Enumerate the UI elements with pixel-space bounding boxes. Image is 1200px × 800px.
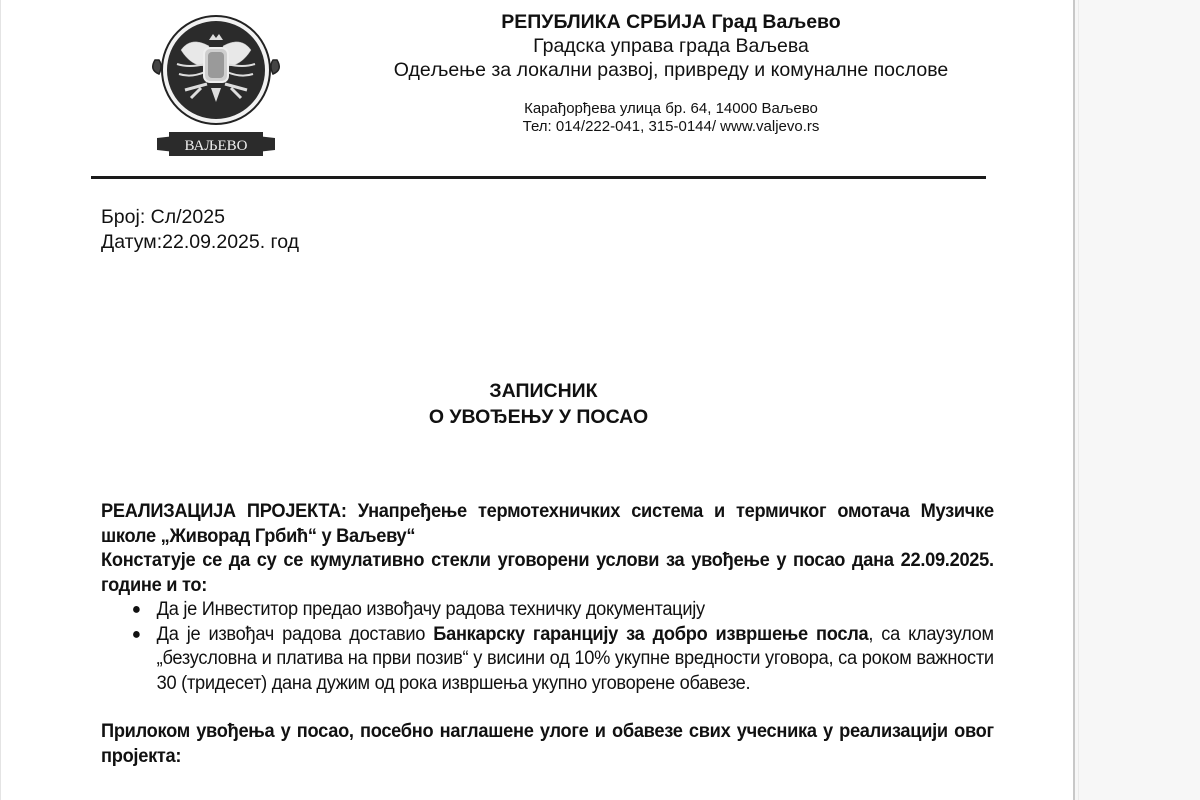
svg-text:ВАЉЕВО: ВАЉЕВО (184, 138, 248, 154)
list-item: ● Да је извођач радова доставио Банкарску гаранцију за добро извршење посла, са клаузулом „безусловна и платива на први позив“ у висини од 10% укупне вредности уговора, са роком важности 30 (тридесет) дана дужим од рока извршења укупно уговорене обавезе. (131, 623, 994, 694)
valjevo-coat-of-arms-icon (151, 8, 281, 164)
document-body (101, 500, 994, 769)
bullet-icon: ● (131, 601, 141, 618)
title-line-1: ЗАПИСНИК (489, 380, 598, 402)
letterhead-department: Одељење за локални развој, привреду и комуналне послове (393, 59, 949, 81)
list-item: ● Да је Инвеститор предао извођачу радова техничку документацију (157, 598, 994, 623)
closing-paragraph: Прилоком увођења у посао, посебно наглашене улоге и обавезе свих учесника у реализацији овог пројекта: (101, 721, 994, 767)
project-name: Унапређење термотехничких система и термичког омотача Музичке школе „Живорад Грбић“ у Ваљеву“ (101, 501, 994, 547)
document-date: Датум:22.09.2025. год (101, 231, 300, 253)
letterhead-republic: РЕПУБЛИКА СРБИЈА Град Ваљево (501, 11, 841, 33)
page-edge (1078, 0, 1079, 800)
letterhead-address: Карађорђева улица бр. 64, 14000 Ваљево (524, 100, 818, 117)
document-number: Број: Сл/2025 (101, 206, 225, 228)
header-divider (91, 176, 986, 179)
letterhead-contact: Тел: 014/222-041, 315-0144/ www.valjevo.rs (522, 118, 820, 135)
document-meta (101, 205, 299, 255)
project-paragraph (101, 500, 994, 549)
bullet-icon: ● (131, 625, 141, 643)
letterhead (371, 10, 971, 136)
statement-paragraph: Констатује се да су се кумулативно стекли уговорени услови за увођење у посао дана 22.09.2025. године и то: (101, 550, 994, 596)
conditions-list (101, 598, 994, 696)
letterhead-administration: Градска управа града Ваљева (533, 35, 809, 57)
bank-guarantee-emphasis: Банкарску гаранцију за добро извршење посла (433, 623, 869, 645)
title-line-2: О УВОЂЕЊУ У ПОСАО (428, 406, 649, 428)
document-title (1, 378, 1076, 430)
project-label: РЕАЛИЗАЦИЈА ПРОЈЕКТА: (101, 501, 347, 522)
